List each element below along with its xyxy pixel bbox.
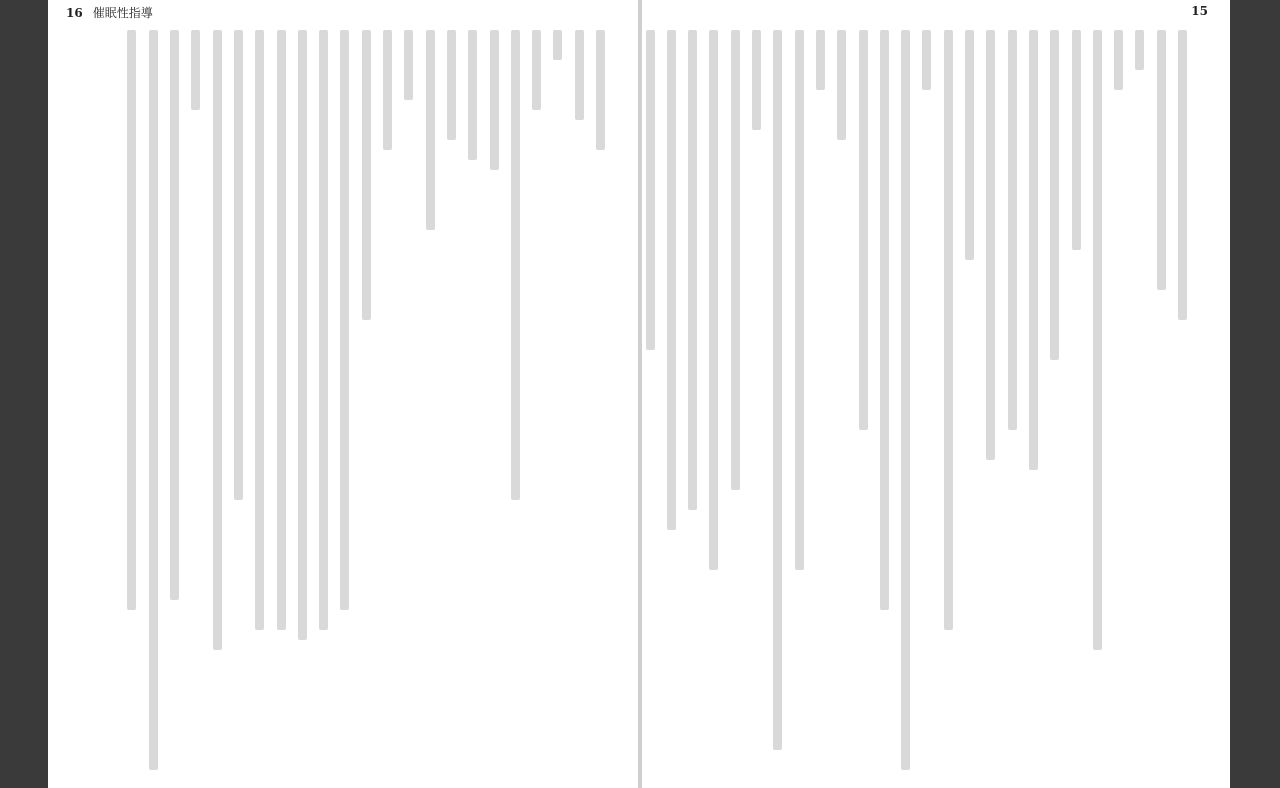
right-page <box>642 0 1230 788</box>
text-column-placeholder <box>1157 30 1166 290</box>
text-column-placeholder <box>667 30 676 530</box>
text-column-placeholder <box>795 30 804 570</box>
text-column-placeholder <box>255 30 264 630</box>
text-column-placeholder <box>709 30 718 570</box>
running-title: 催眠性指導 <box>92 6 153 20</box>
text-column-placeholder <box>922 30 931 90</box>
right-page-number: 15 <box>1191 4 1208 18</box>
text-column-placeholder <box>191 30 200 110</box>
text-column-placeholder <box>816 30 825 90</box>
text-column-placeholder <box>170 30 179 600</box>
text-column-placeholder <box>298 30 307 640</box>
text-column-placeholder <box>752 30 761 130</box>
text-column-placeholder <box>1029 30 1038 470</box>
text-column-placeholder <box>362 30 371 320</box>
text-column-placeholder <box>511 30 520 500</box>
text-column-placeholder <box>340 30 349 610</box>
text-column-placeholder <box>468 30 477 160</box>
text-column-placeholder <box>731 30 740 490</box>
left-page <box>48 0 638 788</box>
text-column-placeholder <box>127 30 136 610</box>
text-column-placeholder <box>773 30 782 750</box>
text-column-placeholder <box>532 30 541 110</box>
text-column-placeholder <box>234 30 243 500</box>
text-column-placeholder <box>213 30 222 650</box>
text-column-placeholder <box>986 30 995 460</box>
text-column-placeholder <box>575 30 584 120</box>
text-column-placeholder <box>447 30 456 140</box>
text-column-placeholder <box>149 30 158 770</box>
text-column-placeholder <box>383 30 392 150</box>
text-column-placeholder <box>553 30 562 60</box>
text-column-placeholder <box>596 30 605 150</box>
text-column-placeholder <box>1008 30 1017 430</box>
text-column-placeholder <box>426 30 435 230</box>
text-column-placeholder <box>1135 30 1144 70</box>
text-column-placeholder <box>277 30 286 630</box>
text-column-placeholder <box>944 30 953 630</box>
text-column-placeholder <box>1114 30 1123 90</box>
left-page-number: 16 <box>66 6 83 20</box>
text-column-placeholder <box>404 30 413 100</box>
text-column-placeholder <box>1050 30 1059 360</box>
text-column-placeholder <box>859 30 868 430</box>
text-column-placeholder <box>1093 30 1102 650</box>
text-column-placeholder <box>490 30 499 170</box>
text-column-placeholder <box>901 30 910 770</box>
text-column-placeholder <box>1072 30 1081 250</box>
text-column-placeholder <box>688 30 697 510</box>
text-column-placeholder <box>880 30 889 610</box>
text-column-placeholder <box>319 30 328 630</box>
left-page-header <box>66 4 153 21</box>
text-column-placeholder <box>1178 30 1187 320</box>
text-column-placeholder <box>965 30 974 260</box>
text-column-placeholder <box>646 30 655 350</box>
text-column-placeholder <box>837 30 846 140</box>
